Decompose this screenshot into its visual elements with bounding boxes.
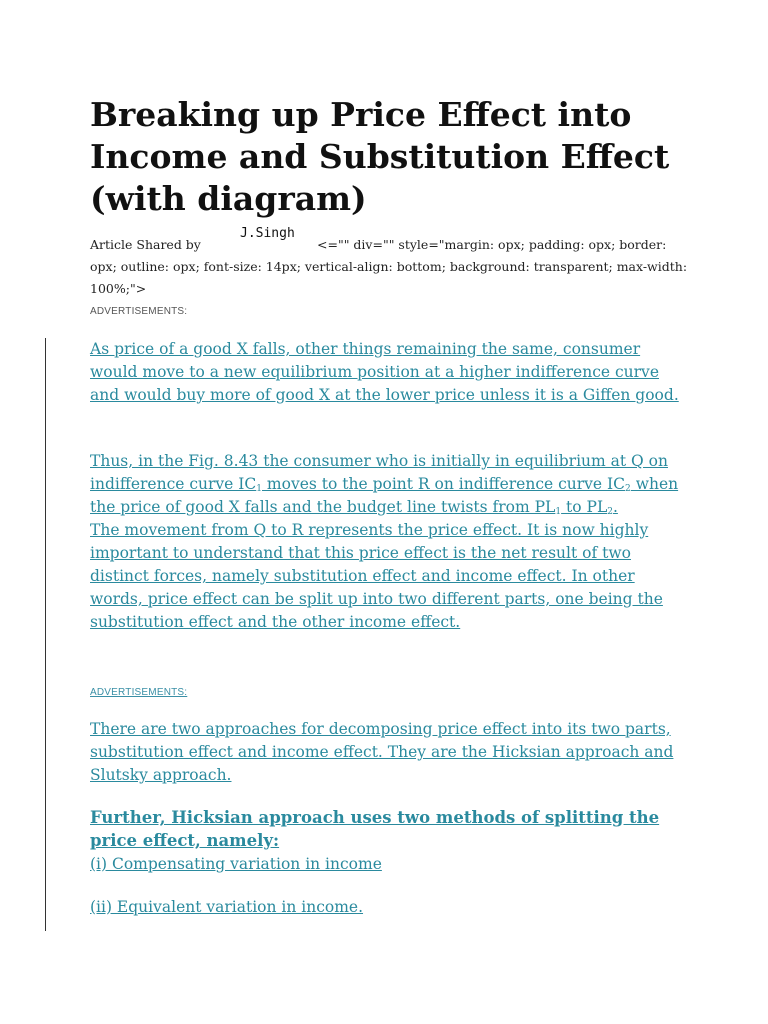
paragraph-2-text-d: to PL bbox=[561, 498, 608, 516]
method-item-2-link[interactable]: (ii) Equivalent variation in income. bbox=[90, 898, 364, 916]
byline-code-text-3: 100%;"> bbox=[90, 281, 147, 296]
paragraph-2-link[interactable] bbox=[90, 450, 690, 634]
byline-code-text-1: <="" div="" style="margin: opx; padding: opx; border: bbox=[317, 237, 667, 252]
subscript-2: 2 bbox=[625, 484, 631, 494]
article-title: Breaking up Price Effect into Income and Substitution Effect (with diagram) bbox=[90, 95, 670, 218]
paragraph-2-text-f: The movement from Q to R represents the price effect. It is now highly important to understand that this price effect is the net result of two distinct forces, namely substitution effect and income effect. In other words, price effect can be split up into two different parts, one being the substitution effect and the other income effect. bbox=[90, 521, 663, 631]
paragraph-3-link[interactable]: There are two approaches for decomposing price effect into its two parts, substitution effect and income effect. They are the Hicksian approach and Slutsky approach. bbox=[90, 720, 674, 784]
section-heading-link[interactable]: Further, Hicksian approach uses two methods of splitting the price effect, namely: bbox=[90, 808, 660, 850]
byline-code-text-2: opx; outline: opx; font-size: 14px; vertical-align: bottom; background: transparent; max-width: bbox=[90, 259, 688, 274]
byline-lead: Article Shared by bbox=[90, 237, 201, 252]
advertisement-link[interactable]: ADVERTISEMENTS: bbox=[90, 687, 188, 698]
subscript-3: 1 bbox=[555, 507, 562, 517]
paragraph-2-text-b: moves to the point R on indifference curve IC bbox=[262, 475, 626, 493]
method-item-1-link[interactable]: (i) Compensating variation in income bbox=[90, 855, 382, 873]
paragraph-2-text-a: Thus, in the Fig. 8.43 the consumer who is initially in equilibrium at Q on indifference curve IC bbox=[90, 452, 668, 493]
paragraph-1-link[interactable]: As price of a good X falls, other things remaining the same, consumer would move to a new equilibrium position at a higher indifference curve and would buy more of good X at the lower price unless it is a Giffen good. bbox=[90, 340, 679, 404]
left-border-line bbox=[45, 338, 46, 931]
paragraph-2-text-c: when the price of good X falls and the budget line twists from PL bbox=[90, 475, 679, 516]
advertisement-label: ADVERTISEMENTS: bbox=[90, 306, 188, 317]
author-name[interactable]: J.Singh bbox=[240, 226, 295, 241]
subscript-1: 1 bbox=[256, 484, 262, 494]
paragraph-2-text-e: . bbox=[612, 498, 618, 516]
subscript-4: 2 bbox=[607, 507, 613, 517]
